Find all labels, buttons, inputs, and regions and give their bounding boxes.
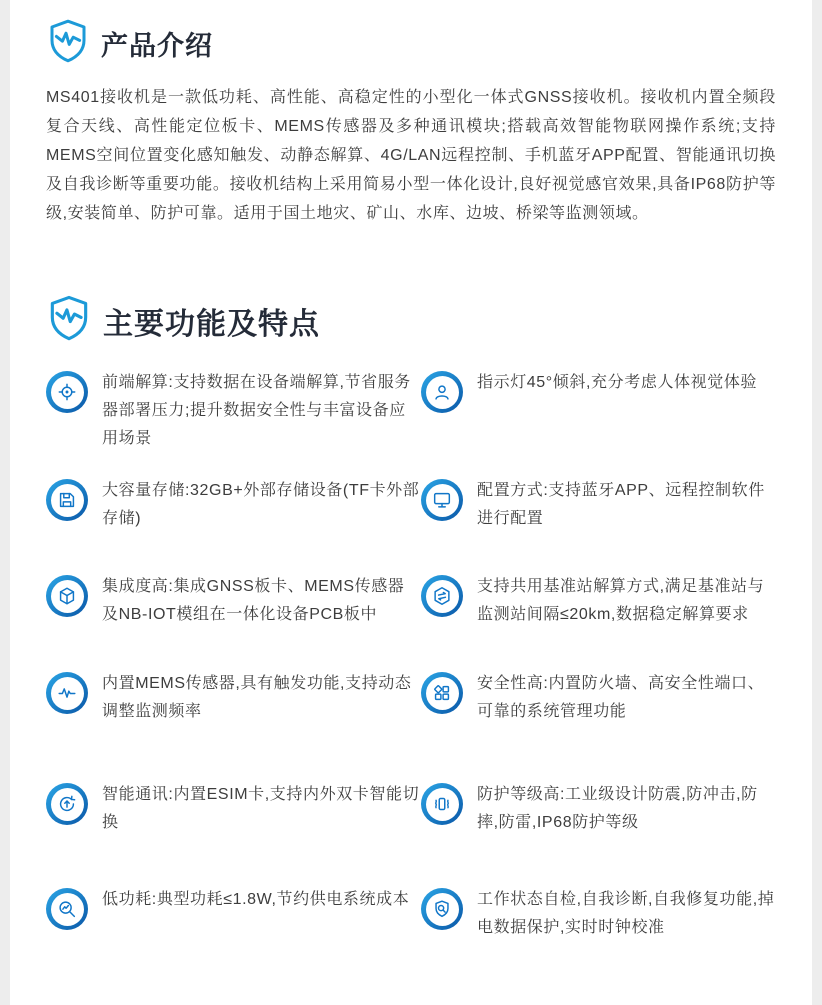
product-page xyxy=(10,0,812,1005)
monitor-display-icon xyxy=(421,479,463,521)
feature-item xyxy=(421,575,778,629)
feature-item xyxy=(421,888,778,942)
feature-text: 工作状态自检,自我诊断,自我修复功能,掉电数据保护,实时时钟校准 xyxy=(477,891,775,936)
shield-wave-icon xyxy=(44,292,94,349)
feature-item xyxy=(421,783,778,837)
sync-up-arrow-icon xyxy=(46,783,88,825)
section-gap xyxy=(44,228,778,292)
feature-text: 智能通讯:内置ESIM卡,支持内外双卡智能切换 xyxy=(102,786,420,831)
feature-item xyxy=(46,783,421,837)
feature-text: 指示灯45°倾斜,充分考虑人体视觉体验 xyxy=(477,374,758,391)
vibration-icon xyxy=(421,783,463,825)
feature-text: 内置MEMS传感器,具有触发功能,支持动态调整监测频率 xyxy=(102,675,412,720)
intro-section-header xyxy=(44,16,778,71)
feature-item xyxy=(46,479,421,533)
features-section-header xyxy=(44,292,778,349)
feature-text: 支持共用基准站解算方式,满足基准站与监测站间隔≤20km,数据稳定解算要求 xyxy=(477,578,765,623)
hexagon-sync-icon xyxy=(421,575,463,617)
feature-text: 集成度高:集成GNSS板卡、MEMS传感器及NB-IOT模组在一体化设备PCB板中 xyxy=(102,578,405,623)
pulse-wave-icon xyxy=(46,672,88,714)
crosshair-target-icon xyxy=(46,371,88,413)
feature-item xyxy=(46,672,421,726)
feature-text: 低功耗:典型功耗≤1.8W,节约供电系统成本 xyxy=(102,891,410,908)
intro-section-title: 产品介绍 xyxy=(101,31,213,61)
feature-text: 安全性高:内置防火墙、高安全性端口、可靠的系统管理功能 xyxy=(477,675,765,720)
feature-text: 大容量存储:32GB+外部存储设备(TF卡外部存储) xyxy=(102,482,420,527)
feature-text: 防护等级高:工业级设计防震,防冲击,防摔,防雷,IP68防护等级 xyxy=(477,786,758,831)
feature-item xyxy=(46,575,421,629)
feature-item xyxy=(46,888,421,942)
user-person-icon xyxy=(421,371,463,413)
feature-item xyxy=(46,371,421,453)
features-grid xyxy=(44,371,778,942)
grid-squares-icon xyxy=(421,672,463,714)
feature-text: 配置方式:支持蓝牙APP、远程控制软件进行配置 xyxy=(477,482,765,527)
shield-wave-icon xyxy=(44,16,92,71)
feature-item xyxy=(421,672,778,726)
feature-item xyxy=(421,371,778,453)
features-section-title: 主要功能及特点 xyxy=(103,307,320,341)
intro-paragraph: MS401接收机是一款低功耗、高性能、高稳定性的小型化一体式GNSS接收机。接收机内置全频段复合天线、高性能定位板卡、MEMS传感器及多种通讯模块;搭载高效智能物联网操作系统;支持MEMS空间位置变化感知触发、动静态解算、4G/LAN远程控制、手机蓝牙APP配置、智能通讯切换及自我诊断等重要功能。接收机结构上采用简易小型一体化设计,良好视觉感官效果,具备IP68防护等级,安装简单、防护可靠。适用于国土地灾、矿山、水库、边坡、桥梁等监测领域。 xyxy=(46,89,776,222)
cube-3d-icon xyxy=(46,575,88,617)
magnifier-trend-icon xyxy=(46,888,88,930)
feature-item xyxy=(421,479,778,533)
floppy-save-icon xyxy=(46,479,88,521)
feature-text: 前端解算:支持数据在设备端解算,节省服务器部署压力;提升数据安全性与丰富设备应用场景 xyxy=(102,374,411,447)
shield-search-icon xyxy=(421,888,463,930)
